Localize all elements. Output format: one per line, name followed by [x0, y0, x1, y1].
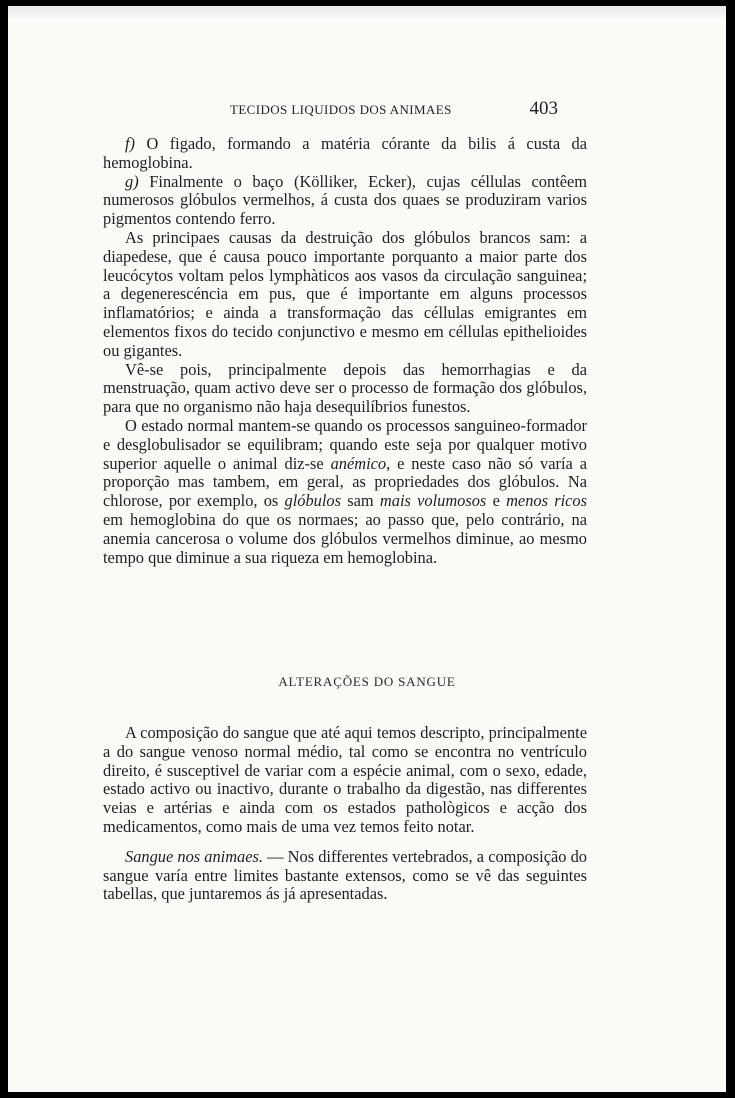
paragraph-g-text: Finalmente o baço (Kölliker, Ecker), cujas céllulas contêem numerosos glóbulos vermelhos, á custa dos quaes se produziram varios pigmentos contendo ferro. [103, 171, 587, 229]
paragraph-hemorrhage: Vê-se pois, principalmente depois das hemorrhagias e da menstruação, quam activo deve ser o processo de formação dos glóbulos, para que no organismo não haja desequilíbrios funestos. [103, 359, 587, 417]
paragraph-animals: Sangue nos animaes. — Nos differentes vertebrados, a composição do sangue varía entre limites bastante extensos, como se vê das seguintes tabellas, que juntaremos ás já apresentadas. [103, 846, 587, 904]
item-label-f: f) [125, 134, 136, 153]
section-heading: ALTERAÇÕES DO SANGUE [278, 674, 456, 689]
page-header [230, 98, 558, 120]
page-number: 403 [529, 98, 558, 119]
section-body [103, 724, 587, 904]
paragraph-g [103, 173, 587, 229]
item-label-g: g) [125, 171, 139, 191]
running-title: TECIDOS LIQUIDOS DOS ANIMAES [230, 102, 452, 117]
body-text [103, 135, 587, 567]
paragraph-causes: As principaes causas da destruição dos glóbulos brancos sam: a diapedese, que é causa pouco importante porquanto a maior parte dos leucócytos voltam pelos lymphàticos aos vasos da circulação sanguinea; a degenerescéncia em pus, que é importante em alguns processos inflamatórios; e ainda a transformação das céllulas emigrantes em elementos fixos do tecido conjunctivo e mesmo em céllulas epithelioides ou gigantes. [103, 227, 587, 360]
paragraph-f-text: O figado, formando a matéria córante da bilis á custa da hemoglobina. [103, 134, 587, 172]
paragraph-normal-state: O estado normal mantem-se quando os processos sanguineo-formador e desglobulisador se equilibram; quando este seja por qualquer motivo superior aquelle o animal diz-se anémico, e neste caso não só varía a proporção mas tambem, em geral, as propriedades dos glóbulos. Na chlorose, por exemplo, os glóbulos sam mais volumosos e menos ricos em hemoglobina do que os normaes; ao passo que, pelo contrário, na anemia cancerosa o volume dos glóbulos vermelhos diminue, ao mesmo tempo que diminue a sua riqueza em hemoglobina. [103, 415, 587, 567]
paragraph-composition: A composição do sangue que até aqui temos descripto, principalmente a do sangue venoso normal médio, tal como se encontra no ventrículo direito, é susceptivel de variar com a espécie animal, com o sexo, edade, estado activo ou inactivo, durante o trabalho da digestão, nas differentes veias e artérias e ainda com os estados pathològicos e acção dos medicamentos, como mais de uma vez temos feito notar. [103, 723, 587, 836]
book-page [8, 6, 726, 1092]
term-anemico: anémico, [330, 453, 391, 473]
paragraph-f [103, 135, 587, 173]
subheading-sangue-nos-animaes: Sangue nos animaes. [125, 846, 264, 866]
